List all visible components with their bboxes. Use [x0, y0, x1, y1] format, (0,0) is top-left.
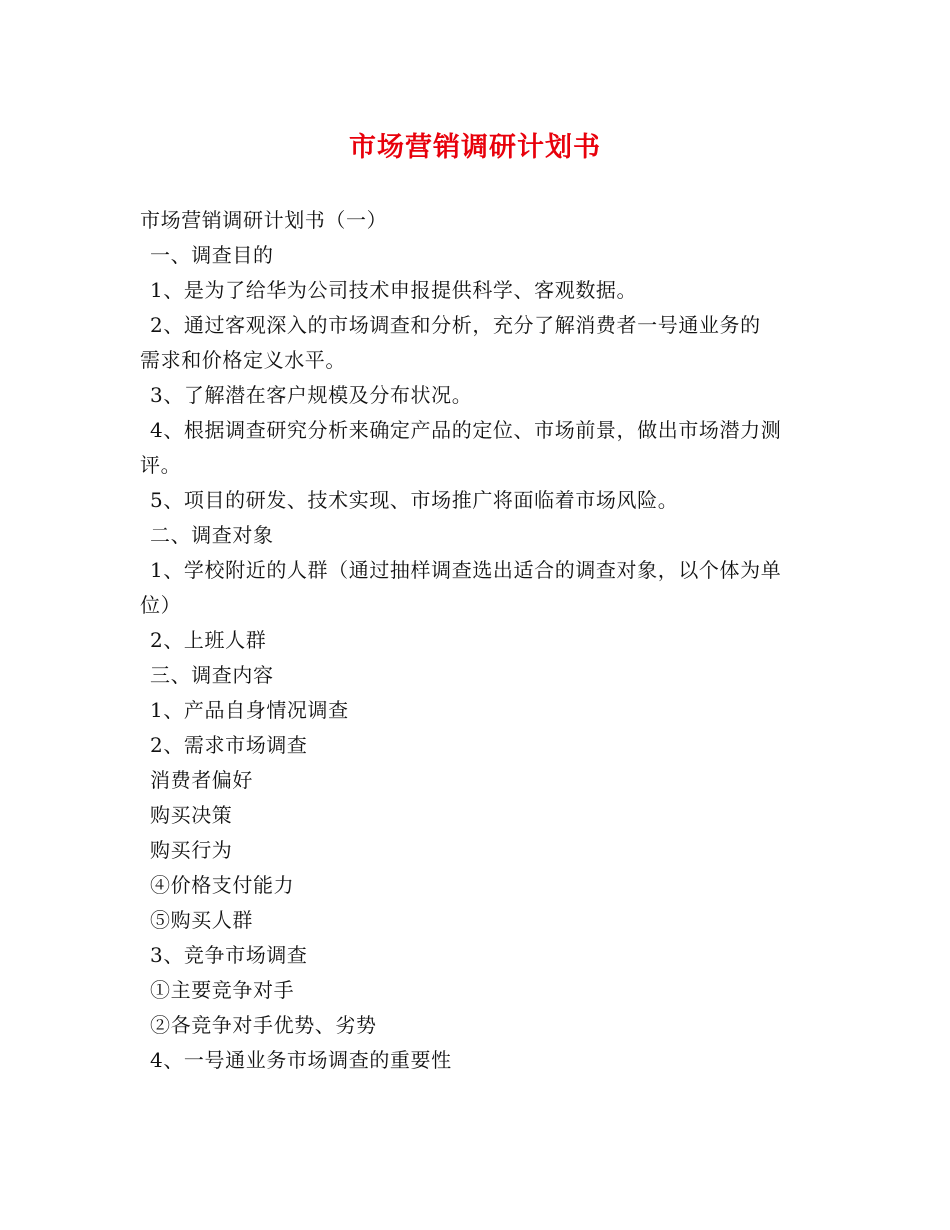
paragraph-line: 1、产品自身情况调查 [150, 698, 349, 722]
paragraph-line: 3、竞争市场调查 [150, 943, 308, 967]
list-item: ②各竞争对手优势、劣势 [150, 1013, 377, 1037]
document-body [140, 203, 830, 1078]
list-item: ④价格支付能力 [150, 873, 295, 897]
paragraph-line: 4、根据调查研究分析来确定产品的定位、市场前景，做出市场潜力测 [150, 418, 782, 442]
paragraph-line: 评。 [140, 453, 182, 477]
paragraph-line: 需求和价格定义水平。 [140, 348, 346, 372]
list-item: 购买决策 [150, 803, 233, 827]
list-item: ①主要竞争对手 [150, 978, 295, 1002]
paragraph-line: 位） [140, 593, 182, 617]
subheading-content: 三、调查内容 [150, 663, 274, 687]
list-item: 购买行为 [150, 838, 233, 862]
paragraph-line: 3、了解潜在客户规模及分布状况。 [150, 383, 473, 407]
list-item: 消费者偏好 [150, 768, 253, 792]
list-item: ⑤购买人群 [150, 908, 253, 932]
paragraph-line: 2、上班人群 [150, 628, 267, 652]
document-title: 市场营销调研计划书 [349, 132, 601, 163]
paragraph-line: 4、一号通业务市场调查的重要性 [150, 1048, 452, 1072]
paragraph-line: 1、学校附近的人群（通过抽样调查选出适合的调查对象，以个体为单 [150, 558, 782, 582]
subheading-purpose: 一、调查目的 [150, 243, 274, 267]
paragraph-line: 1、是为了给华为公司技术申报提供科学、客观数据。 [150, 278, 638, 302]
section-heading: 市场营销调研计划书（一） [140, 208, 388, 232]
paragraph-line: 5、项目的研发、技术实现、市场推广将面临着市场风险。 [150, 488, 679, 512]
paragraph-line: 2、需求市场调查 [150, 733, 308, 757]
paragraph-line: 2、通过客观深入的市场调查和分析，充分了解消费者一号通业务的 [150, 313, 761, 337]
subheading-targets: 二、调查对象 [150, 523, 274, 547]
